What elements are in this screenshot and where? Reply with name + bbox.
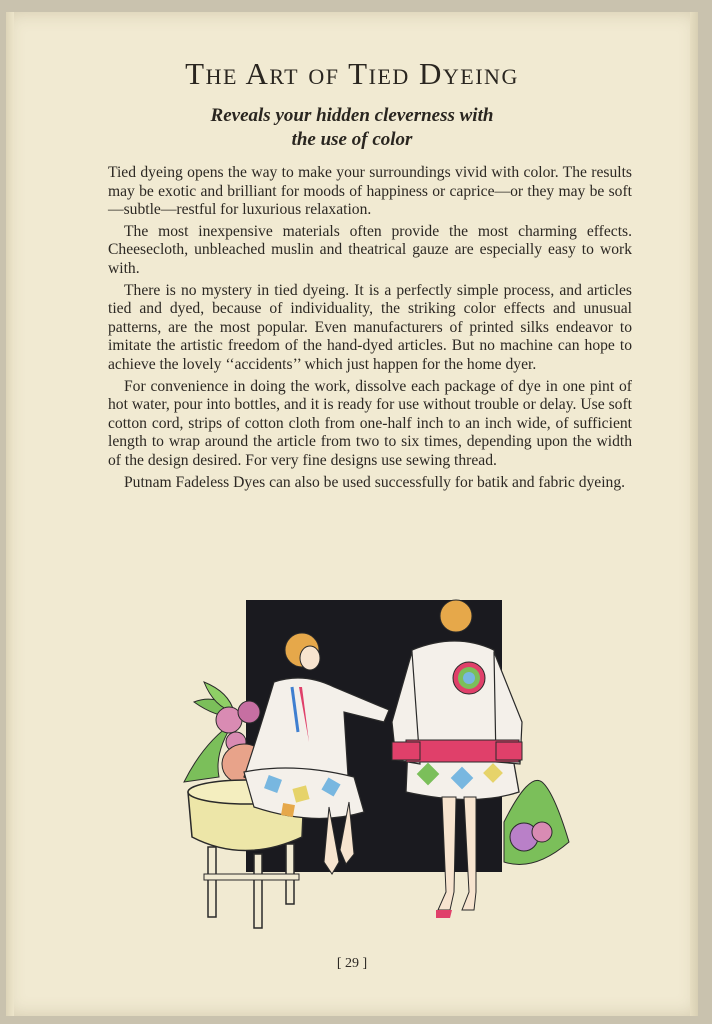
subtitle-line-2: the use of color <box>291 129 413 150</box>
body-text <box>108 164 632 495</box>
paragraph-intro: Tied dyeing opens the way to make your surroundings vivid with color. The results may be exotic and brilliant for moods of happiness or caprice—or they may be soft—subtle—restful for luxurious relaxation. <box>108 164 632 219</box>
paragraph-materials: The most inexpensive materials often provide the most charming effects. Cheesecloth, unbleached muslin and theatrical gauze are especially easy to work with. <box>108 222 632 277</box>
subtitle-line-1: Reveals your hidden cleverness with <box>210 105 494 126</box>
page-title: The Art of Tied Dyeing <box>185 56 519 91</box>
paragraph-process: There is no mystery in tied dyeing. It is a perfectly simple process, and articles tied and dyed, because of individuality, the striking color effects and unusual patterns, are the most popular. Even manufacturers of printed silks endeavor to imitate the artistic freedom of the hand-dyed articles. But no machine can hope to achieve the lovely ‘‘accidents’’ which just happen for the home dyer. <box>108 281 632 373</box>
fashion-illustration <box>174 592 574 932</box>
page-right-edge <box>690 12 698 1016</box>
page-number: [ 29 ] <box>336 956 368 971</box>
paragraph-batik: Putnam Fadeless Dyes can also be used successfully for batik and fabric dyeing. <box>124 473 626 491</box>
paragraph-preparation: For convenience in doing the work, dissolve each package of dye in one pint of hot water, pour into bottles, and it is ready for use without trouble or delay. Use soft cotton cord, strips of cotton cloth from one-half inch to an inch wide, of sufficient length to wrap around the article from two to six times, depending upon the width of the design desired. For very fine designs use sewing thread. <box>108 377 632 469</box>
page-left-edge <box>6 12 14 1016</box>
book-page <box>6 12 698 1016</box>
page-subtitle <box>6 104 698 152</box>
